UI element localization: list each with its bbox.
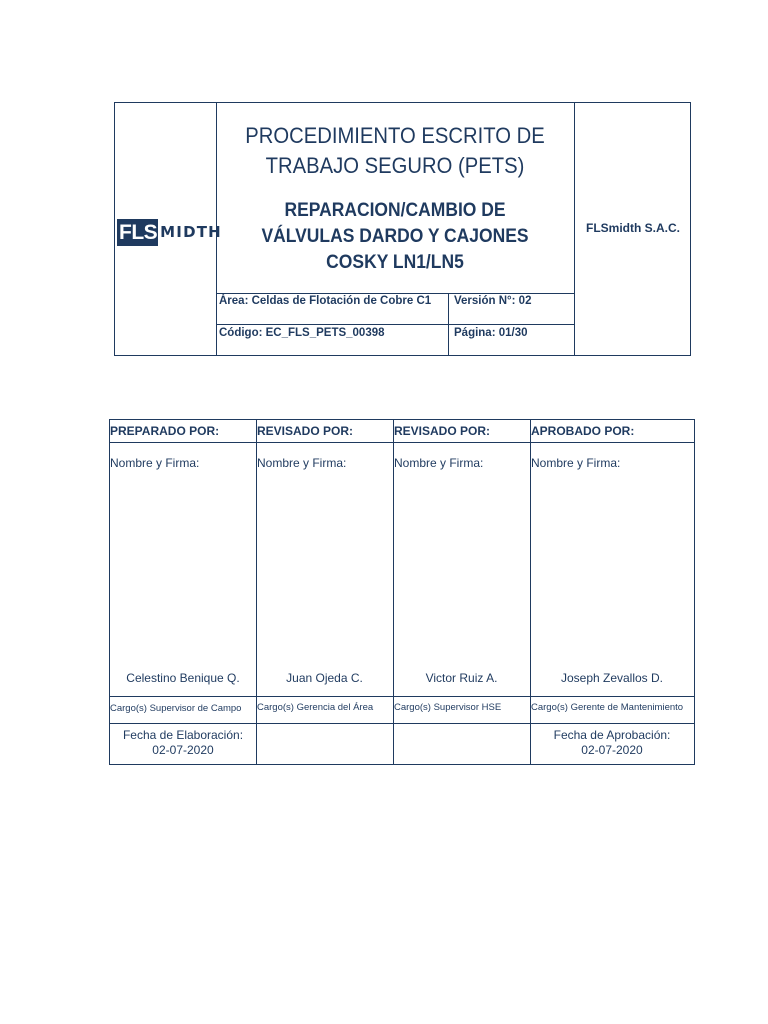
divider <box>448 293 449 355</box>
name-signature-label: Nombre y Firma: <box>531 456 621 470</box>
version-field: Versión N°: 02 <box>454 295 532 307</box>
code-field: Código: EC_FLS_PETS_00398 <box>219 327 385 339</box>
divider <box>110 442 694 443</box>
approval-signature-table <box>109 419 695 765</box>
date-value: 02-07-2020 <box>152 743 214 757</box>
logo-highlight: FLS <box>119 220 158 244</box>
company-logo <box>117 217 222 247</box>
column-heading-reviewed: REVISADO POR: <box>257 424 354 438</box>
company-name: FLSmidth S.A.C. <box>586 221 680 235</box>
logo-rest: MIDTH <box>160 223 222 241</box>
divider <box>110 696 694 697</box>
signer-name: Joseph Zevallos D. <box>560 671 664 685</box>
date-label: Fecha de Aprobación: <box>553 728 671 742</box>
document-title <box>230 121 559 181</box>
divider <box>110 723 694 724</box>
subtitle-line: REPARACION/CAMBIO DE <box>284 200 506 221</box>
title-line: PROCEDIMIENTO ESCRITO DE <box>245 123 545 148</box>
name-signature-label: Nombre y Firma: <box>110 456 200 470</box>
column-heading-prepared: PREPARADO POR: <box>110 424 220 438</box>
title-line: TRABAJO SEGURO (PETS) <box>265 153 525 178</box>
signer-position: Cargo(s) Gerencia del Área <box>257 702 374 713</box>
signer-name: Celestino Benique Q. <box>126 671 240 685</box>
date-label: Fecha de Elaboración: <box>122 728 244 742</box>
page-field: Página: 01/30 <box>454 327 528 339</box>
date-value: 02-07-2020 <box>581 743 643 757</box>
divider <box>216 293 574 294</box>
approval-date <box>530 728 694 758</box>
elaboration-date <box>110 728 256 758</box>
subtitle-line: VÁLVULAS DARDO Y CAJONES <box>261 226 529 247</box>
subtitle-line: COSKY LN1/LN5 <box>326 252 464 273</box>
column-heading-reviewed: REVISADO POR: <box>394 424 491 438</box>
column-heading-approved: APROBADO POR: <box>531 424 635 438</box>
area-field: Área: Celdas de Flotación de Cobre C1 <box>219 295 432 307</box>
name-signature-label: Nombre y Firma: <box>257 456 347 470</box>
signer-position: Cargo(s) Supervisor de Campo <box>110 703 242 714</box>
name-signature-label: Nombre y Firma: <box>394 456 484 470</box>
divider <box>216 324 574 325</box>
signer-position: Cargo(s) Gerente de Mantenimiento <box>531 702 684 713</box>
signer-name: Victor Ruiz A. <box>425 671 498 685</box>
signer-position: Cargo(s) Supervisor HSE <box>394 702 502 713</box>
document-subtitle <box>230 198 559 276</box>
document-header-table <box>114 102 691 356</box>
signer-name: Juan Ojeda C. <box>286 671 363 685</box>
